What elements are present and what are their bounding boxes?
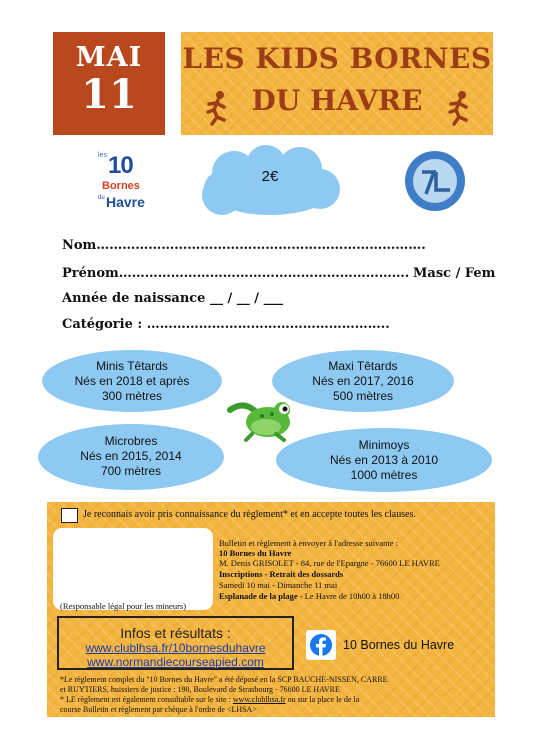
category-field: Catégorie : ……………………………………………….. bbox=[62, 317, 390, 332]
results-link-normandie[interactable]: www.normandiecourseapied.com bbox=[87, 655, 264, 669]
date-box bbox=[53, 32, 165, 135]
bib-pickup-title: Inscriptions - Retrait des dossards bbox=[219, 569, 344, 579]
agreement-text: Je reconnais avoir pris connaissance du règlement* et en accepte toutes les clauses. bbox=[83, 509, 416, 520]
title-line-1: LES KIDS BORNES bbox=[182, 42, 492, 75]
title-banner bbox=[181, 32, 493, 135]
footnote-line-3 bbox=[60, 695, 359, 705]
price: 2€ bbox=[261, 168, 279, 185]
footnote-line-4: course Bulletin et règlement par chèque à l'ordre de <LHSA> bbox=[60, 705, 257, 714]
date-month: MAI bbox=[75, 42, 143, 73]
logo-havre-text: Havre bbox=[106, 194, 145, 210]
runner-icon bbox=[445, 90, 473, 126]
mail-instruction: Bulletin et règlement à envoyer à l'adresse suivante : bbox=[219, 538, 399, 548]
category-distance: 1000 mètres bbox=[350, 468, 418, 482]
category-born: Nés en 2013 à 2010 bbox=[329, 453, 439, 467]
category-born: Nés en 2015, 2014 bbox=[80, 449, 182, 463]
logo-les-text: les bbox=[98, 152, 107, 159]
category-name: Maxi Têtards bbox=[328, 359, 398, 373]
ten-bornes-logo bbox=[96, 148, 160, 218]
footnote-line-1: *Le règlement complet du "10 Bornes du Havre" a été déposé en la SCP BAUCHE-NISSEN, CARRE bbox=[60, 675, 388, 684]
category-bubble-minis-tetards bbox=[42, 350, 222, 412]
facebook-icon[interactable] bbox=[306, 630, 336, 660]
place-name: Esplanade de la plage bbox=[219, 591, 298, 601]
logo-du-text: du bbox=[98, 195, 105, 201]
category-born: Nés en 2017, 2016 bbox=[312, 374, 414, 388]
signature-box[interactable] bbox=[53, 528, 213, 610]
name-field: Nom…………………………………………………………………. bbox=[62, 238, 426, 253]
category-distance: 300 mètres bbox=[101, 389, 163, 403]
first-name-field: Prénom…………………………………………………………. bbox=[62, 266, 410, 281]
gender-field: Masc / Fem bbox=[413, 266, 496, 281]
footnote-link[interactable]: www.clublhsa.fr bbox=[232, 695, 286, 704]
birth-date-field: Année de naissance __ / __ / ___ bbox=[62, 291, 284, 306]
mail-recipient: 10 Bornes du Havre bbox=[219, 548, 292, 558]
tadpole-frog-illustration bbox=[226, 396, 302, 442]
results-link-clublhsa[interactable]: www.clublhsa.fr/10bornesduhavre bbox=[85, 641, 266, 655]
footnote-text: * LE règlement est également consultable sur le site : bbox=[60, 695, 233, 704]
mail-address: M. Denis GRISOLET - 84, rue de l'Epargne - 76600 LE HAVRE bbox=[219, 558, 440, 568]
category-distance: 700 mètres bbox=[100, 464, 162, 478]
category-name: Minimoys bbox=[358, 438, 410, 452]
logo-number: 10 bbox=[108, 152, 133, 179]
agreement-checkbox[interactable] bbox=[61, 508, 78, 523]
results-heading: Infos et résultats : bbox=[120, 625, 231, 641]
facebook-page-name[interactable]: 10 Bornes du Havre bbox=[343, 638, 455, 652]
footnote-text-end: ou sur la place le de la bbox=[285, 695, 360, 704]
results-box bbox=[57, 616, 294, 670]
category-born: Nés en 2018 et après bbox=[74, 374, 190, 388]
category-bubble-microbres bbox=[38, 424, 224, 490]
category-bubble-minimoys bbox=[276, 428, 492, 492]
footnote-line-2: et RUYTIERS, huissiers de justice : 190, Boulevard de Strasbourg - 76600 LE HAVRE bbox=[60, 685, 340, 694]
runner-icon bbox=[203, 90, 231, 126]
date-day: 11 bbox=[81, 71, 137, 118]
bib-pickup-dates: Samedi 10 mai - Dimanche 11 mai bbox=[219, 580, 338, 590]
category-name: Minis Têtards bbox=[96, 359, 168, 373]
responsible-caption: (Responsable légal pour les mineurs) bbox=[60, 601, 187, 611]
place-hours: - Le Havre de 10h00 à 18h00 bbox=[297, 591, 400, 601]
category-distance: 500 mètres bbox=[332, 389, 394, 403]
logo-bornes-text: Bornes bbox=[102, 180, 140, 192]
le-havre-club-logo bbox=[404, 150, 466, 212]
title-line-2: DU HAVRE bbox=[251, 84, 423, 117]
bib-pickup-place bbox=[219, 591, 399, 601]
category-name: Microbres bbox=[104, 434, 158, 448]
